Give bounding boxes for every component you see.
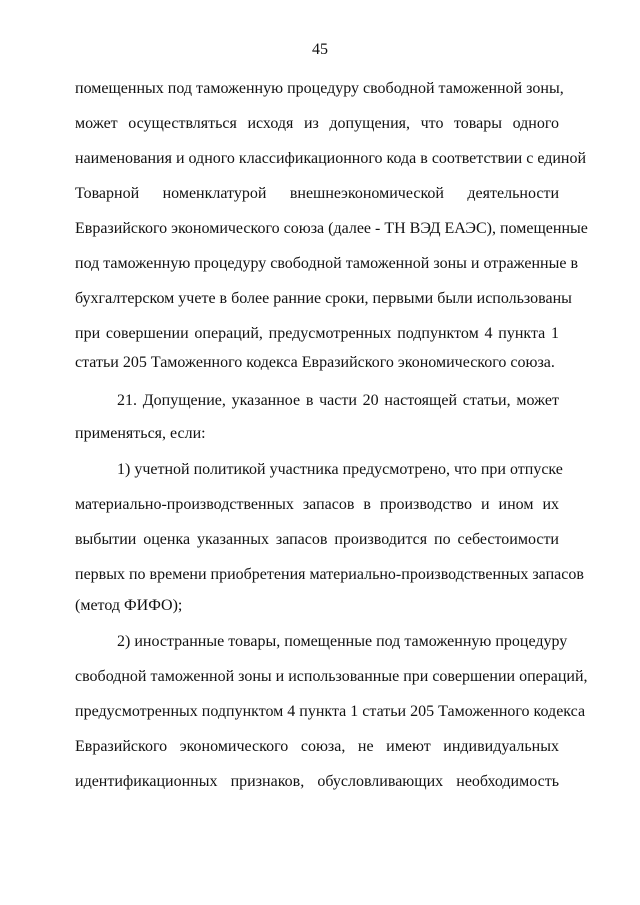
text-line: при совершении операций, предусмотренных подпунктом 4 пункта 1 (75, 325, 559, 342)
paragraph-21-line: 21. Допущение, указанное в части 20 настоящей статьи, может (117, 392, 559, 409)
text-line: первых по времени приобретения материально-производственных запасов (75, 566, 584, 583)
text-line: Евразийского экономического союза, не имеют индивидуальных (75, 738, 559, 755)
text-line: выбытии оценка указанных запасов производится по себестоимости (75, 531, 559, 548)
text-line: идентификационных признаков, обусловливающих необходимость (75, 773, 559, 790)
page-number: 45 (312, 41, 328, 58)
text-line: свободной таможенной зоны и использованные при совершении операций, (75, 668, 588, 685)
text-line: материально-производственных запасов в производство и ином их (75, 496, 559, 513)
text-line: наименования и одного классификационного кода в соответствии с единой (75, 150, 587, 167)
text-line: помещенных под таможенную процедуру свободной таможенной зоны, (75, 80, 564, 97)
text-line: может осуществляться исходя из допущения, что товары одного (75, 115, 559, 132)
text-line: (метод ФИФО); (75, 597, 183, 614)
text-line: под таможенную процедуру свободной таможенной зоны и отраженные в (75, 255, 579, 272)
subitem-1-line: 1) учетной политикой участника предусмотрено, что при отпуске (117, 461, 563, 478)
text-line: Евразийского экономического союза (далее - ТН ВЭД ЕАЭС), помещенные (75, 220, 588, 237)
subitem-2-line: 2) иностранные товары, помещенные под таможенную процедуру (117, 633, 568, 650)
text-line: применяться, если: (75, 425, 206, 442)
text-line: статьи 205 Таможенного кодекса Евразийского экономического союза. (75, 354, 555, 371)
text-line: бухгалтерском учете в более ранние сроки, первыми были использованы (75, 290, 572, 307)
text-line: Товарной номенклатурой внешнеэкономической деятельности (75, 185, 559, 202)
text-line: предусмотренных подпунктом 4 пункта 1 статьи 205 Таможенного кодекса (75, 703, 586, 720)
